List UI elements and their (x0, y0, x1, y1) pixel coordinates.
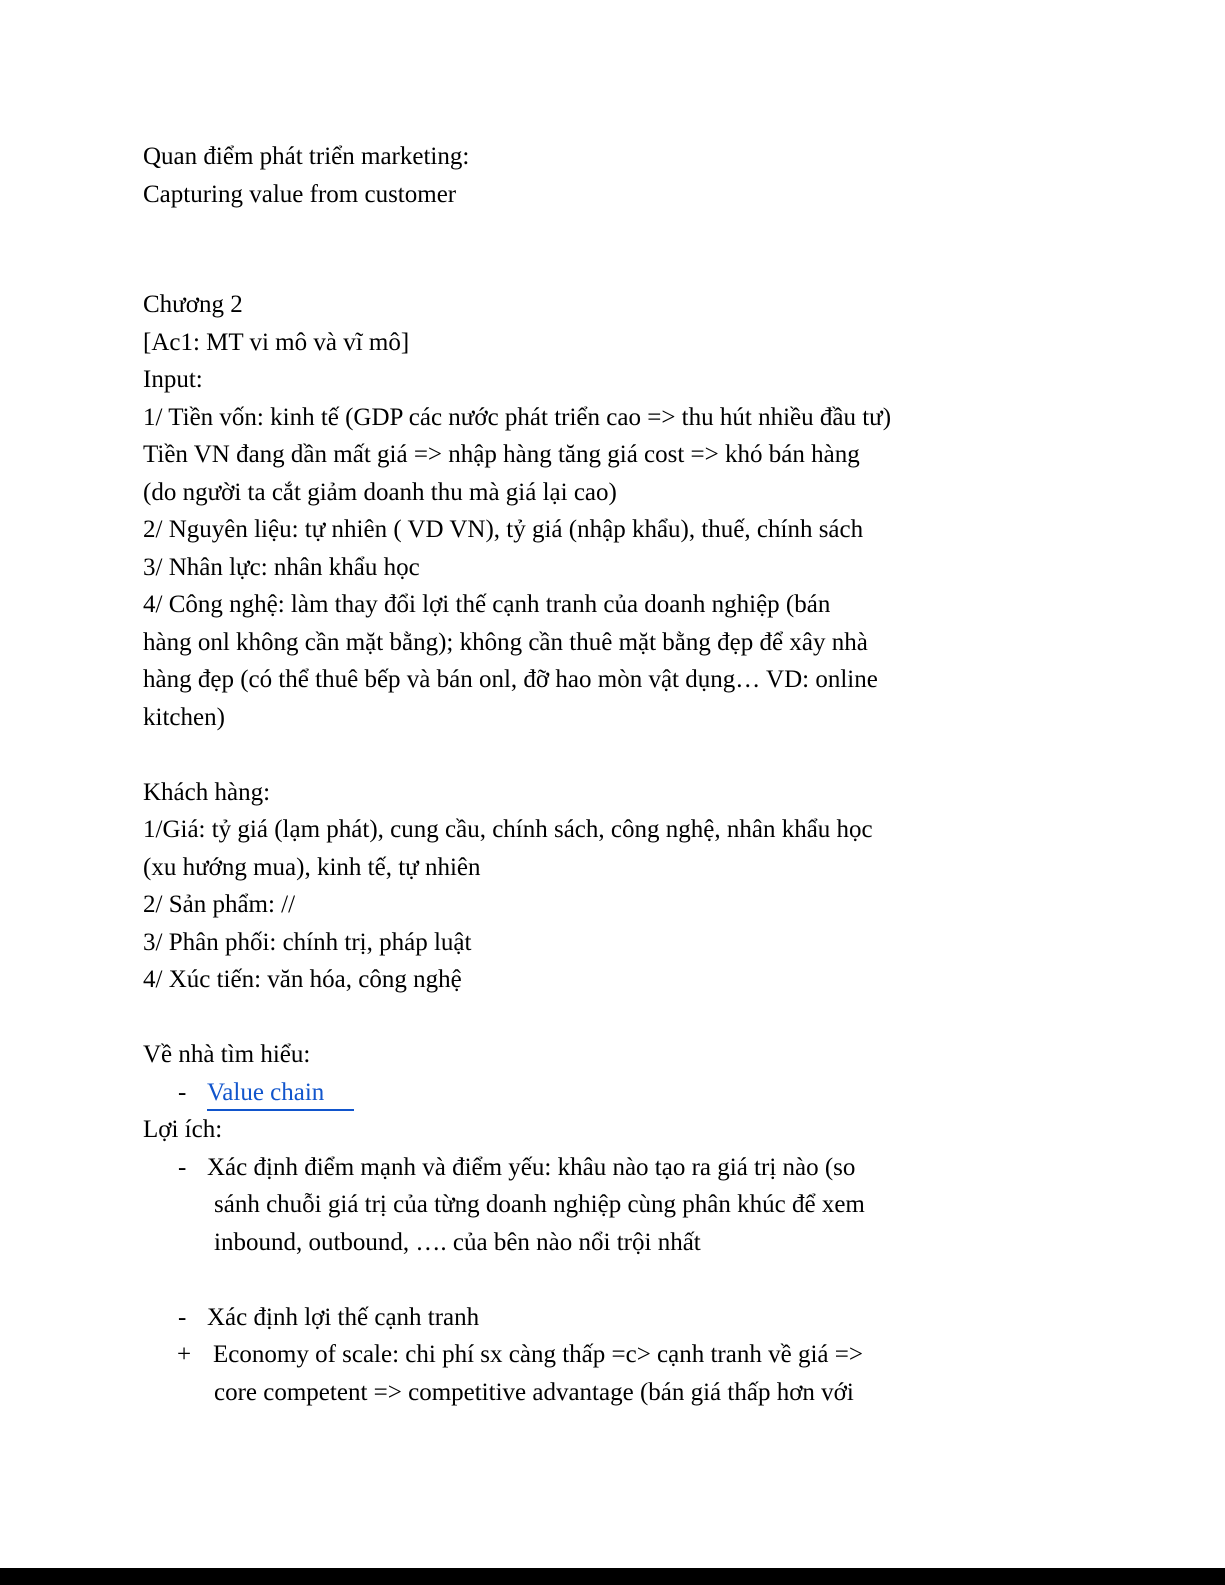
text-input-1: 1/ Tiền vốn: kinh tế (GDP các nước phát triển cao => thu hút nhiều đầu tư) (143, 403, 892, 431)
text-input-4-cont3: kitchen) (143, 703, 225, 731)
bullet-dash: - (178, 1078, 187, 1106)
text-input-4-cont: hàng onl không cần mặt bằng); không cần thuê mặt bằng đẹp để xây nhà (143, 628, 868, 656)
heading-marketing-view: Quan điểm phát triển marketing: (143, 143, 470, 170)
heading-input: Input: (143, 366, 203, 393)
text-customer-3: 3/ Phân phối: chính trị, pháp luật (143, 928, 472, 956)
list-item-text-cont2: inbound, outbound, …. của bên nào nổi trội nhất (214, 1228, 701, 1256)
list-item-text-cont: sánh chuỗi giá trị của từng doanh nghiệp cùng phân khúc để xem (214, 1191, 865, 1218)
document-body (143, 138, 1123, 1411)
spacer (143, 1261, 1123, 1299)
heading-chapter-2: Chương 2 (143, 291, 243, 318)
text-customer-1-cont: (xu hướng mua), kinh tế, tự nhiên (143, 853, 481, 881)
bullet-dash: - (178, 1303, 187, 1331)
text-input-2: 2/ Nguyên liệu: tự nhiên ( VD VN), tỷ giá (nhập khẩu), thuế, chính sách (143, 516, 864, 543)
spacer (143, 736, 1123, 774)
text-input-3: 3/ Nhân lực: nhân khẩu học (143, 553, 420, 581)
heading-benefits: Lợi ích: (143, 1116, 223, 1143)
list-item-economy-of-scale (143, 1336, 1123, 1374)
list-item-strengths (143, 1149, 1123, 1187)
heading-customer: Khách hàng: (143, 778, 271, 806)
text-customer-1: 1/Giá: tỷ giá (lạm phát), cung cầu, chính sách, công nghệ, nhân khẩu học (143, 816, 873, 843)
list-item-text-cont: core competent => competitive advantage (bán giá thấp hơn với (214, 1378, 854, 1406)
text-customer-4: 4/ Xúc tiến: văn hóa, công nghệ (143, 966, 462, 993)
text-ac1: [Ac1: MT vi mô và vĩ mô] (143, 328, 410, 356)
list-item-competitive (143, 1299, 1123, 1337)
spacer (143, 213, 1123, 286)
text-input-1-cont2: (do người ta cắt giảm doanh thu mà giá lại cao) (143, 478, 617, 506)
list-item-value-chain (143, 1074, 1123, 1112)
bullet-plus: + (177, 1341, 192, 1368)
list-item-text: Economy of scale: chi phí sx càng thấp =c> cạnh tranh về giá => (213, 1341, 863, 1368)
value-chain-link[interactable]: Value chain (207, 1074, 354, 1112)
text-customer-2: 2/ Sản phẩm: // (143, 891, 296, 918)
text-input-4: 4/ Công nghệ: làm thay đổi lợi thế cạnh tranh của doanh nghiệp (bán (143, 591, 831, 618)
list-item-text: Xác định lợi thế cạnh tranh (207, 1303, 480, 1331)
text-input-1-cont: Tiền VN đang dần mất giá => nhập hàng tăng giá cost => khó bán hàng (143, 441, 860, 468)
bullet-dash: - (178, 1153, 187, 1181)
heading-homework: Về nhà tìm hiểu: (143, 1041, 311, 1068)
text-input-4-cont2: hàng đẹp (có thể thuê bếp và bán onl, đỡ hao mòn vật dụng… VD: online (143, 666, 878, 693)
text-capturing-value: Capturing value from customer (143, 180, 457, 208)
spacer (143, 999, 1123, 1037)
list-item-text: Xác định điểm mạnh và điểm yếu: khâu nào tạo ra giá trị nào (so (207, 1153, 856, 1181)
page-bottom-border (0, 1568, 1225, 1585)
